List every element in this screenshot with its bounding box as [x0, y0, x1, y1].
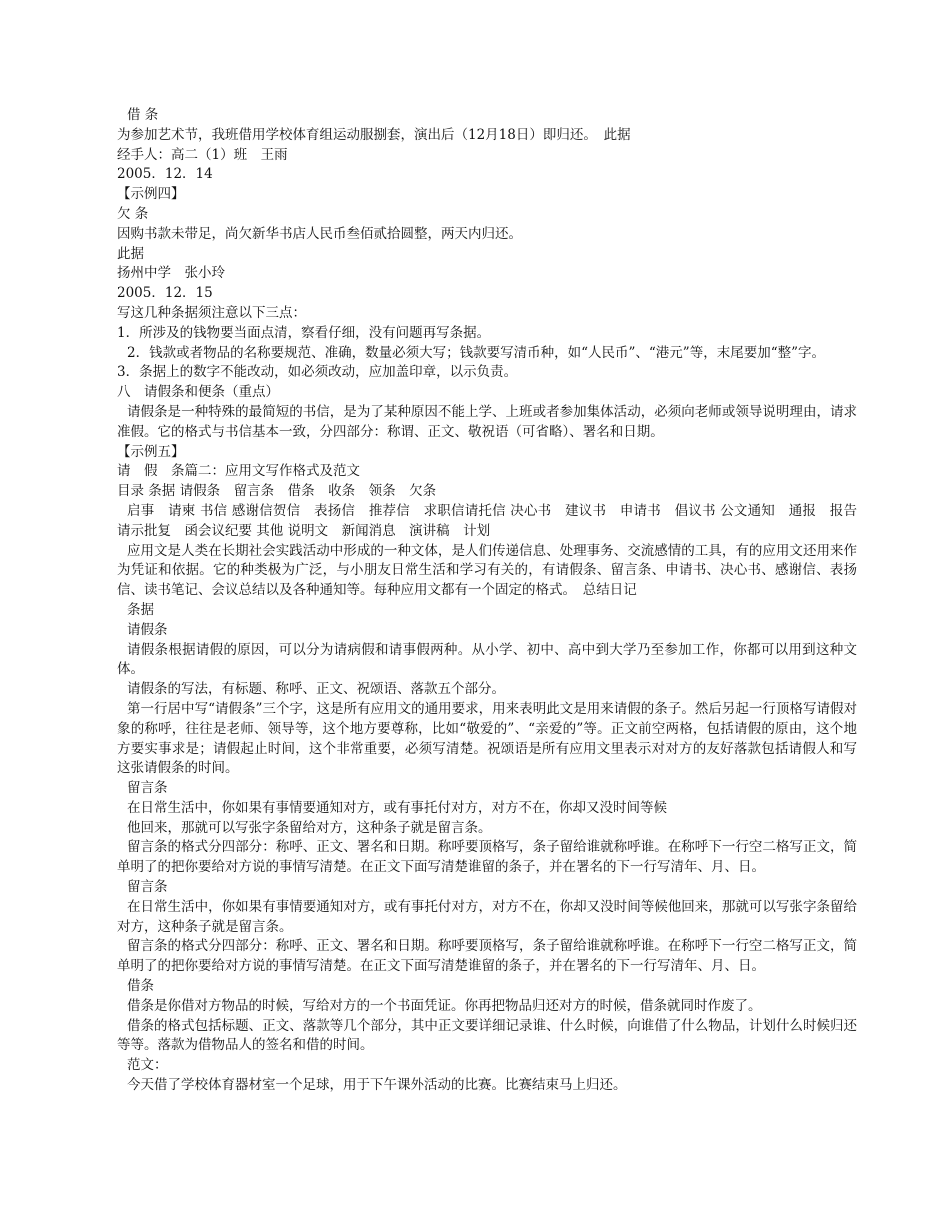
text-line: 2005．12．14: [117, 166, 213, 183]
text-line: 2005．12．15: [117, 285, 213, 302]
text-line: 留言条的格式分四部分：称呼、正文、署名和日期。称呼要顶格写，条子留给谁就称呼谁。在称呼下一行空二格写正文，简单明了的把你要给对方说的事情写清楚。在正文下面写清楚谁留的条子，并在署名的下一行写清年、月、日。: [117, 938, 857, 975]
text-line: 2．钱款或者物品的名称要规范、准确，数量必须大写；钱款要写清币种，如“人民币”、“港元”等，末尾要加“整”字。: [127, 344, 825, 361]
text-line: 留言条: [127, 879, 168, 896]
text-line: 1．所涉及的钱物要当面点清，察看仔细，没有问题再写条据。: [117, 324, 491, 341]
text-line: 因购书款未带足，尚欠新华书店人民币叁佰贰拾圆整，两天内归还。: [117, 225, 522, 242]
text-line: 借条的格式包括标题、正文、落款等几个部分，其中正文要详细记录谁、什么时候，向谁借了什么物品，计划什么时候归还等等。落款为借物品人的签名和借的时间。: [117, 1017, 857, 1054]
text-line: 扬州中学 张小玲: [117, 265, 225, 282]
text-line: 借 条: [127, 107, 159, 123]
text-line: 请假条是一种特殊的最简短的书信，是为了某种原因不能上学、上班或者参加集体活动，必须向老师或领导说明理由，请求准假。它的格式与书信基本一致，分四部分：称谓、正文、敬祝语（可省略）、署名和日期。: [117, 403, 857, 440]
text-line: 第一行居中写“请假条”三个字，这是所有应用文的通用要求，用来表明此文是用来请假的条子。然后另起一行顶格写请假对象的称呼，往往是老师、领导等，这个地方要尊称，比如“敬爱的”、“亲爱的”等。正文前空两格，包括请假的原由，这个地方要实事求是；请假起止时间，这个非常重要，必须写清楚。祝颂语是所有应用文里表示对对方的友好落款包括请假人和写这张请假条的时间。: [117, 700, 857, 777]
text-line: 经手人：高二（1）班 王雨: [117, 146, 288, 163]
text-line: 此据: [117, 245, 144, 262]
text-line: 写这几种条据须注意以下三点：: [117, 304, 306, 321]
text-line: 启事 请柬 书信 感谢信贺信 表扬信 推荐信 求职信请托信 决心书 建议书 申请书 倡议书 公文通知 通报 报告 请示批复 函会议纪要 其他 说明文 新闻消息 演讲稿 计划: [117, 502, 871, 539]
text-line: 他回来，那就可以写张字条留给对方，这种条子就是留言条。: [127, 819, 492, 836]
text-line: 目录 条据 请假条 留言条 借条 收条 领条 欠条: [117, 483, 437, 500]
text-line: 留言条的格式分四部分：称呼、正文、署名和日期。称呼要顶格写，条子留给谁就称呼谁。在称呼下一行空二格写正文，简单明了的把你要给对方说的事情写清楚。在正文下面写清楚谁留的条子，并在署名的下一行写清年、月、日。: [117, 839, 857, 876]
text-line: 请假条: [127, 621, 168, 638]
text-line: 请假条根据请假的原因，可以分为请病假和请事假两种。从小学、初中、高中到大学乃至参加工作，你都可以用到这种文体。: [117, 641, 857, 678]
text-line: 在日常生活中，你如果有事情要通知对方，或有事托付对方，对方不在，你却又没时间等候他回来，那就可以写张字条留给对方，这种条子就是留言条。: [117, 898, 857, 935]
text-line: 范文：: [127, 1057, 168, 1074]
text-line: 【示例五】: [117, 443, 185, 460]
text-line: 在日常生活中，你如果有事情要通知对方，或有事托付对方，对方不在，你却又没时间等候: [127, 799, 667, 816]
document-page: [117, 106, 871, 1096]
text-line: 八 请假条和便条（重点）: [117, 384, 279, 401]
text-line: 条据: [127, 601, 154, 618]
text-line: 今天借了学校体育器材室一个足球，用于下午课外活动的比赛。比赛结束马上归还。: [127, 1077, 627, 1094]
text-line: 借条: [127, 978, 154, 995]
text-line: 留言条: [127, 780, 168, 797]
text-line: 请 假 条篇二：应用文写作格式及范文: [117, 463, 360, 480]
text-line: 请假条的写法，有标题、称呼、正文、祝颂语、落款五个部分。: [127, 681, 505, 698]
text-line: 借条是你借对方物品的时候，写给对方的一个书面凭证。你再把物品归还对方的时候，借条就同时作废了。: [127, 997, 762, 1014]
text-line: 欠 条: [117, 205, 149, 222]
text-line: 为参加艺术节，我班借用学校体育组运动服捌套，演出后（12月18日）即归还。 此据: [117, 126, 631, 143]
text-line: 3．条据上的数字不能改动，如必须改动，应加盖印章，以示负责。: [117, 364, 518, 381]
text-line: 【示例四】: [117, 186, 185, 203]
text-line: 应用文是人类在长期社会实践活动中形成的一种文体，是人们传递信息、处理事务、交流感情的工具，有的应用文还用来作为凭证和依据。它的种类极为广泛，与小朋友日常生活和学习有关的，有请假条、留言条、申请书、决心书、感谢信、表扬信、读书笔记、会议总结以及各种通知等。每种应用文都有一个固定的格式。 总结日记: [117, 542, 857, 599]
